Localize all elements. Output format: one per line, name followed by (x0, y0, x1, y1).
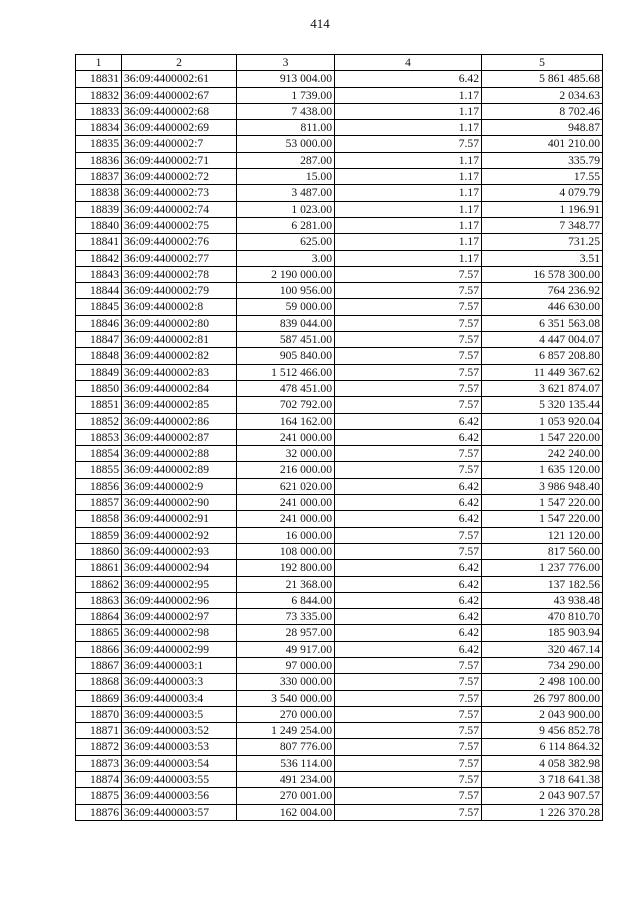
cadastral-number-cell: 36:09:4400002:95 (122, 576, 237, 592)
cadastral-number-cell: 36:09:4400002:90 (122, 495, 237, 511)
rate-cell: 7.57 (335, 136, 482, 152)
area-cell: 100 956.00 (237, 283, 335, 299)
row-number-cell: 18874 (76, 772, 122, 788)
rate-cell: 1.17 (335, 152, 482, 168)
rate-cell: 7.57 (335, 332, 482, 348)
table-row (76, 103, 603, 119)
row-number-cell: 18860 (76, 543, 122, 559)
area-cell: 330 000.00 (237, 674, 335, 690)
row-number-cell: 18847 (76, 332, 122, 348)
cadastral-number-cell: 36:09:4400002:96 (122, 592, 237, 608)
value-cell: 320 467.14 (482, 641, 603, 657)
area-cell: 270 000.00 (237, 706, 335, 722)
cadastral-number-cell: 36:09:4400003:57 (122, 804, 237, 820)
area-cell: 287.00 (237, 152, 335, 168)
value-cell: 1 226 370.28 (482, 804, 603, 820)
table-row (76, 348, 603, 364)
value-cell: 764 236.92 (482, 283, 603, 299)
row-number-cell: 18850 (76, 380, 122, 396)
area-cell: 216 000.00 (237, 462, 335, 478)
value-cell: 1 635 120.00 (482, 462, 603, 478)
cadastral-number-cell: 36:09:4400003:52 (122, 723, 237, 739)
cadastral-number-cell: 36:09:4400002:82 (122, 348, 237, 364)
value-cell: 446 630.00 (482, 299, 603, 315)
cadastral-number-cell: 36:09:4400003:3 (122, 674, 237, 690)
rate-cell: 7.57 (335, 804, 482, 820)
cadastral-number-cell: 36:09:4400002:85 (122, 397, 237, 413)
table-row (76, 674, 603, 690)
area-cell: 53 000.00 (237, 136, 335, 152)
row-number-cell: 18859 (76, 527, 122, 543)
rate-cell: 7.57 (335, 755, 482, 771)
cadastral-number-cell: 36:09:4400002:81 (122, 332, 237, 348)
table-row (76, 250, 603, 266)
cadastral-number-cell: 36:09:4400003:55 (122, 772, 237, 788)
area-cell: 587 451.00 (237, 332, 335, 348)
cadastral-number-cell: 36:09:4400002:77 (122, 250, 237, 266)
row-number-cell: 18840 (76, 217, 122, 233)
table-row (76, 723, 603, 739)
table-row (76, 511, 603, 527)
value-cell: 121 120.00 (482, 527, 603, 543)
cadastral-number-cell: 36:09:4400002:98 (122, 625, 237, 641)
row-number-cell: 18838 (76, 185, 122, 201)
value-cell: 185 903.94 (482, 625, 603, 641)
rate-cell: 7.57 (335, 657, 482, 673)
row-number-cell: 18848 (76, 348, 122, 364)
column-header: 5 (482, 55, 603, 71)
table-row (76, 120, 603, 136)
value-cell: 2 498 100.00 (482, 674, 603, 690)
row-number-cell: 18873 (76, 755, 122, 771)
row-number-cell: 18843 (76, 266, 122, 282)
area-cell: 811.00 (237, 120, 335, 136)
table-row (76, 315, 603, 331)
cadastral-number-cell: 36:09:4400002:68 (122, 103, 237, 119)
table-row (76, 169, 603, 185)
rate-cell: 1.17 (335, 234, 482, 250)
cadastral-number-cell: 36:09:4400002:69 (122, 120, 237, 136)
page-number: 414 (310, 16, 330, 31)
row-number-cell: 18863 (76, 592, 122, 608)
cadastral-number-cell: 36:09:4400002:8 (122, 299, 237, 315)
cadastral-number-cell: 36:09:4400002:67 (122, 87, 237, 103)
value-cell: 9 456 852.78 (482, 723, 603, 739)
table-row (76, 641, 603, 657)
area-cell: 15.00 (237, 169, 335, 185)
rate-cell: 7.57 (335, 543, 482, 559)
value-cell: 4 079.79 (482, 185, 603, 201)
cadastral-number-cell: 36:09:4400002:79 (122, 283, 237, 299)
row-number-cell: 18853 (76, 429, 122, 445)
row-number-cell: 18846 (76, 315, 122, 331)
row-number-cell: 18834 (76, 120, 122, 136)
table-row (76, 87, 603, 103)
area-cell: 97 000.00 (237, 657, 335, 673)
rate-cell: 1.17 (335, 201, 482, 217)
area-cell: 6 844.00 (237, 592, 335, 608)
row-number-cell: 18841 (76, 234, 122, 250)
value-cell: 26 797 800.00 (482, 690, 603, 706)
value-cell: 948.87 (482, 120, 603, 136)
table-row (76, 429, 603, 445)
column-header: 2 (122, 55, 237, 71)
value-cell: 43 938.48 (482, 592, 603, 608)
value-cell: 3 986 948.40 (482, 478, 603, 494)
row-number-cell: 18862 (76, 576, 122, 592)
rate-cell: 7.57 (335, 723, 482, 739)
table-row (76, 657, 603, 673)
rate-cell: 6.42 (335, 560, 482, 576)
rate-cell: 7.57 (335, 315, 482, 331)
table-row (76, 576, 603, 592)
rate-cell: 6.42 (335, 625, 482, 641)
rate-cell: 6.42 (335, 609, 482, 625)
table-row (76, 380, 603, 396)
row-number-cell: 18869 (76, 690, 122, 706)
area-cell: 21 368.00 (237, 576, 335, 592)
area-cell: 807 776.00 (237, 739, 335, 755)
area-cell: 478 451.00 (237, 380, 335, 396)
area-cell: 164 162.00 (237, 413, 335, 429)
value-cell: 1 547 220.00 (482, 429, 603, 445)
area-cell: 3 540 000.00 (237, 690, 335, 706)
table-row (76, 217, 603, 233)
table-row (76, 332, 603, 348)
data-table (75, 54, 603, 821)
value-cell: 16 578 300.00 (482, 266, 603, 282)
row-number-cell: 18835 (76, 136, 122, 152)
value-cell: 1 547 220.00 (482, 495, 603, 511)
table-row (76, 283, 603, 299)
table-row (76, 625, 603, 641)
rate-cell: 6.42 (335, 592, 482, 608)
row-number-cell: 18866 (76, 641, 122, 657)
cadastral-number-cell: 36:09:4400002:7 (122, 136, 237, 152)
area-cell: 839 044.00 (237, 315, 335, 331)
rate-cell: 7.57 (335, 446, 482, 462)
value-cell: 17.55 (482, 169, 603, 185)
area-cell: 108 000.00 (237, 543, 335, 559)
table-row (76, 413, 603, 429)
area-cell: 49 917.00 (237, 641, 335, 657)
cadastral-number-cell: 36:09:4400002:99 (122, 641, 237, 657)
rate-cell: 7.57 (335, 772, 482, 788)
value-cell: 1 053 920.04 (482, 413, 603, 429)
cadastral-number-cell: 36:09:4400002:88 (122, 446, 237, 462)
area-cell: 491 234.00 (237, 772, 335, 788)
cadastral-number-cell: 36:09:4400002:73 (122, 185, 237, 201)
row-number-cell: 18876 (76, 804, 122, 820)
value-cell: 4 447 004.07 (482, 332, 603, 348)
area-cell: 241 000.00 (237, 429, 335, 445)
value-cell: 1 237 776.00 (482, 560, 603, 576)
area-cell: 536 114.00 (237, 755, 335, 771)
cadastral-number-cell: 36:09:4400002:92 (122, 527, 237, 543)
area-cell: 16 000.00 (237, 527, 335, 543)
cadastral-number-cell: 36:09:4400003:5 (122, 706, 237, 722)
column-header: 4 (335, 55, 482, 71)
table-row (76, 397, 603, 413)
value-cell: 3 718 641.38 (482, 772, 603, 788)
cadastral-number-cell: 36:09:4400002:76 (122, 234, 237, 250)
cadastral-number-cell: 36:09:4400002:80 (122, 315, 237, 331)
table-row (76, 690, 603, 706)
area-cell: 241 000.00 (237, 511, 335, 527)
value-cell: 8 702.46 (482, 103, 603, 119)
column-header: 3 (237, 55, 335, 71)
value-cell: 6 351 563.08 (482, 315, 603, 331)
area-cell: 32 000.00 (237, 446, 335, 462)
rate-cell: 1.17 (335, 169, 482, 185)
cadastral-number-cell: 36:09:4400002:61 (122, 71, 237, 87)
cadastral-number-cell: 36:09:4400003:54 (122, 755, 237, 771)
row-number-cell: 18851 (76, 397, 122, 413)
cadastral-number-cell: 36:09:4400002:72 (122, 169, 237, 185)
rate-cell: 7.57 (335, 283, 482, 299)
area-cell: 162 004.00 (237, 804, 335, 820)
table-row (76, 804, 603, 820)
table-row (76, 71, 603, 87)
value-cell: 3 621 874.07 (482, 380, 603, 396)
area-cell: 270 001.00 (237, 788, 335, 804)
cadastral-number-cell: 36:09:4400002:94 (122, 560, 237, 576)
rate-cell: 7.57 (335, 397, 482, 413)
cadastral-number-cell: 36:09:4400002:78 (122, 266, 237, 282)
row-number-cell: 18857 (76, 495, 122, 511)
row-number-cell: 18842 (76, 250, 122, 266)
row-number-cell: 18831 (76, 71, 122, 87)
cadastral-number-cell: 36:09:4400002:86 (122, 413, 237, 429)
value-cell: 731.25 (482, 234, 603, 250)
rate-cell: 6.42 (335, 413, 482, 429)
row-number-cell: 18832 (76, 87, 122, 103)
cadastral-number-cell: 36:09:4400003:1 (122, 657, 237, 673)
area-cell: 6 281.00 (237, 217, 335, 233)
cadastral-number-cell: 36:09:4400002:74 (122, 201, 237, 217)
rate-cell: 7.57 (335, 739, 482, 755)
table-row (76, 495, 603, 511)
row-number-cell: 18861 (76, 560, 122, 576)
table-row (76, 266, 603, 282)
rate-cell: 7.57 (335, 348, 482, 364)
value-cell: 4 058 382.98 (482, 755, 603, 771)
rate-cell: 7.57 (335, 674, 482, 690)
row-number-cell: 18844 (76, 283, 122, 299)
area-cell: 913 004.00 (237, 71, 335, 87)
area-cell: 1 023.00 (237, 201, 335, 217)
row-number-cell: 18865 (76, 625, 122, 641)
cadastral-number-cell: 36:09:4400003:53 (122, 739, 237, 755)
cadastral-number-cell: 36:09:4400002:91 (122, 511, 237, 527)
table-body (76, 71, 603, 821)
rate-cell: 1.17 (335, 120, 482, 136)
area-cell: 3 487.00 (237, 185, 335, 201)
value-cell: 6 857 208.80 (482, 348, 603, 364)
rate-cell: 7.57 (335, 462, 482, 478)
cadastral-number-cell: 36:09:4400002:93 (122, 543, 237, 559)
rate-cell: 7.57 (335, 364, 482, 380)
table-row (76, 788, 603, 804)
rate-cell: 1.17 (335, 217, 482, 233)
value-cell: 401 210.00 (482, 136, 603, 152)
row-number-cell: 18852 (76, 413, 122, 429)
header-row (76, 55, 603, 71)
value-cell: 11 449 367.62 (482, 364, 603, 380)
cadastral-number-cell: 36:09:4400002:9 (122, 478, 237, 494)
row-number-cell: 18872 (76, 739, 122, 755)
row-number-cell: 18868 (76, 674, 122, 690)
area-cell: 3.00 (237, 250, 335, 266)
rate-cell: 7.57 (335, 788, 482, 804)
area-cell: 1 512 466.00 (237, 364, 335, 380)
value-cell: 2 043 907.57 (482, 788, 603, 804)
table-row (76, 560, 603, 576)
rate-cell: 7.57 (335, 706, 482, 722)
value-cell: 817 560.00 (482, 543, 603, 559)
cadastral-number-cell: 36:09:4400003:4 (122, 690, 237, 706)
area-cell: 1 739.00 (237, 87, 335, 103)
table-row (76, 543, 603, 559)
value-cell: 6 114 864.32 (482, 739, 603, 755)
row-number-cell: 18833 (76, 103, 122, 119)
rate-cell: 1.17 (335, 103, 482, 119)
row-number-cell: 18864 (76, 609, 122, 625)
value-cell: 734 290.00 (482, 657, 603, 673)
area-cell: 2 190 000.00 (237, 266, 335, 282)
value-cell: 470 810.70 (482, 609, 603, 625)
table-row (76, 478, 603, 494)
table-row (76, 136, 603, 152)
value-cell: 1 196.91 (482, 201, 603, 217)
cadastral-number-cell: 36:09:4400002:89 (122, 462, 237, 478)
value-cell: 2 043 900.00 (482, 706, 603, 722)
row-number-cell: 18871 (76, 723, 122, 739)
value-cell: 1 547 220.00 (482, 511, 603, 527)
table-row (76, 364, 603, 380)
area-cell: 7 438.00 (237, 103, 335, 119)
row-number-cell: 18837 (76, 169, 122, 185)
table-row (76, 152, 603, 168)
table-row (76, 755, 603, 771)
cadastral-number-cell: 36:09:4400002:97 (122, 609, 237, 625)
table-row (76, 592, 603, 608)
cadastral-number-cell: 36:09:4400002:75 (122, 217, 237, 233)
area-cell: 73 335.00 (237, 609, 335, 625)
row-number-cell: 18870 (76, 706, 122, 722)
row-number-cell: 18839 (76, 201, 122, 217)
rate-cell: 7.57 (335, 266, 482, 282)
rate-cell: 6.42 (335, 641, 482, 657)
row-number-cell: 18875 (76, 788, 122, 804)
area-cell: 59 000.00 (237, 299, 335, 315)
cadastral-number-cell: 36:09:4400002:87 (122, 429, 237, 445)
area-cell: 702 792.00 (237, 397, 335, 413)
table-row (76, 609, 603, 625)
value-cell: 5 320 135.44 (482, 397, 603, 413)
cadastral-number-cell: 36:09:4400003:56 (122, 788, 237, 804)
table-row (76, 299, 603, 315)
row-number-cell: 18855 (76, 462, 122, 478)
rate-cell: 6.42 (335, 495, 482, 511)
table-row (76, 185, 603, 201)
area-cell: 625.00 (237, 234, 335, 250)
row-number-cell: 18845 (76, 299, 122, 315)
area-cell: 241 000.00 (237, 495, 335, 511)
value-cell: 5 861 485.68 (482, 71, 603, 87)
cadastral-number-cell: 36:09:4400002:84 (122, 380, 237, 396)
rate-cell: 6.42 (335, 478, 482, 494)
table-row (76, 706, 603, 722)
row-number-cell: 18836 (76, 152, 122, 168)
area-cell: 1 249 254.00 (237, 723, 335, 739)
rate-cell: 6.42 (335, 511, 482, 527)
value-cell: 3.51 (482, 250, 603, 266)
value-cell: 2 034.63 (482, 87, 603, 103)
rate-cell: 7.57 (335, 299, 482, 315)
table-row (76, 234, 603, 250)
rate-cell: 6.42 (335, 576, 482, 592)
row-number-cell: 18858 (76, 511, 122, 527)
area-cell: 621 020.00 (237, 478, 335, 494)
rate-cell: 1.17 (335, 250, 482, 266)
row-number-cell: 18849 (76, 364, 122, 380)
table-row (76, 527, 603, 543)
rate-cell: 6.42 (335, 71, 482, 87)
value-cell: 137 182.56 (482, 576, 603, 592)
rate-cell: 7.57 (335, 690, 482, 706)
rate-cell: 1.17 (335, 87, 482, 103)
cadastral-number-cell: 36:09:4400002:83 (122, 364, 237, 380)
rate-cell: 1.17 (335, 185, 482, 201)
row-number-cell: 18854 (76, 446, 122, 462)
value-cell: 7 348.77 (482, 217, 603, 233)
rate-cell: 7.57 (335, 380, 482, 396)
table-row (76, 462, 603, 478)
column-header: 1 (76, 55, 122, 71)
value-cell: 242 240.00 (482, 446, 603, 462)
area-cell: 192 800.00 (237, 560, 335, 576)
row-number-cell: 18856 (76, 478, 122, 494)
table-row (76, 772, 603, 788)
area-cell: 905 840.00 (237, 348, 335, 364)
table-row (76, 739, 603, 755)
table-row (76, 201, 603, 217)
value-cell: 335.79 (482, 152, 603, 168)
row-number-cell: 18867 (76, 657, 122, 673)
rate-cell: 6.42 (335, 429, 482, 445)
table-row (76, 446, 603, 462)
rate-cell: 7.57 (335, 527, 482, 543)
cadastral-number-cell: 36:09:4400002:71 (122, 152, 237, 168)
area-cell: 28 957.00 (237, 625, 335, 641)
